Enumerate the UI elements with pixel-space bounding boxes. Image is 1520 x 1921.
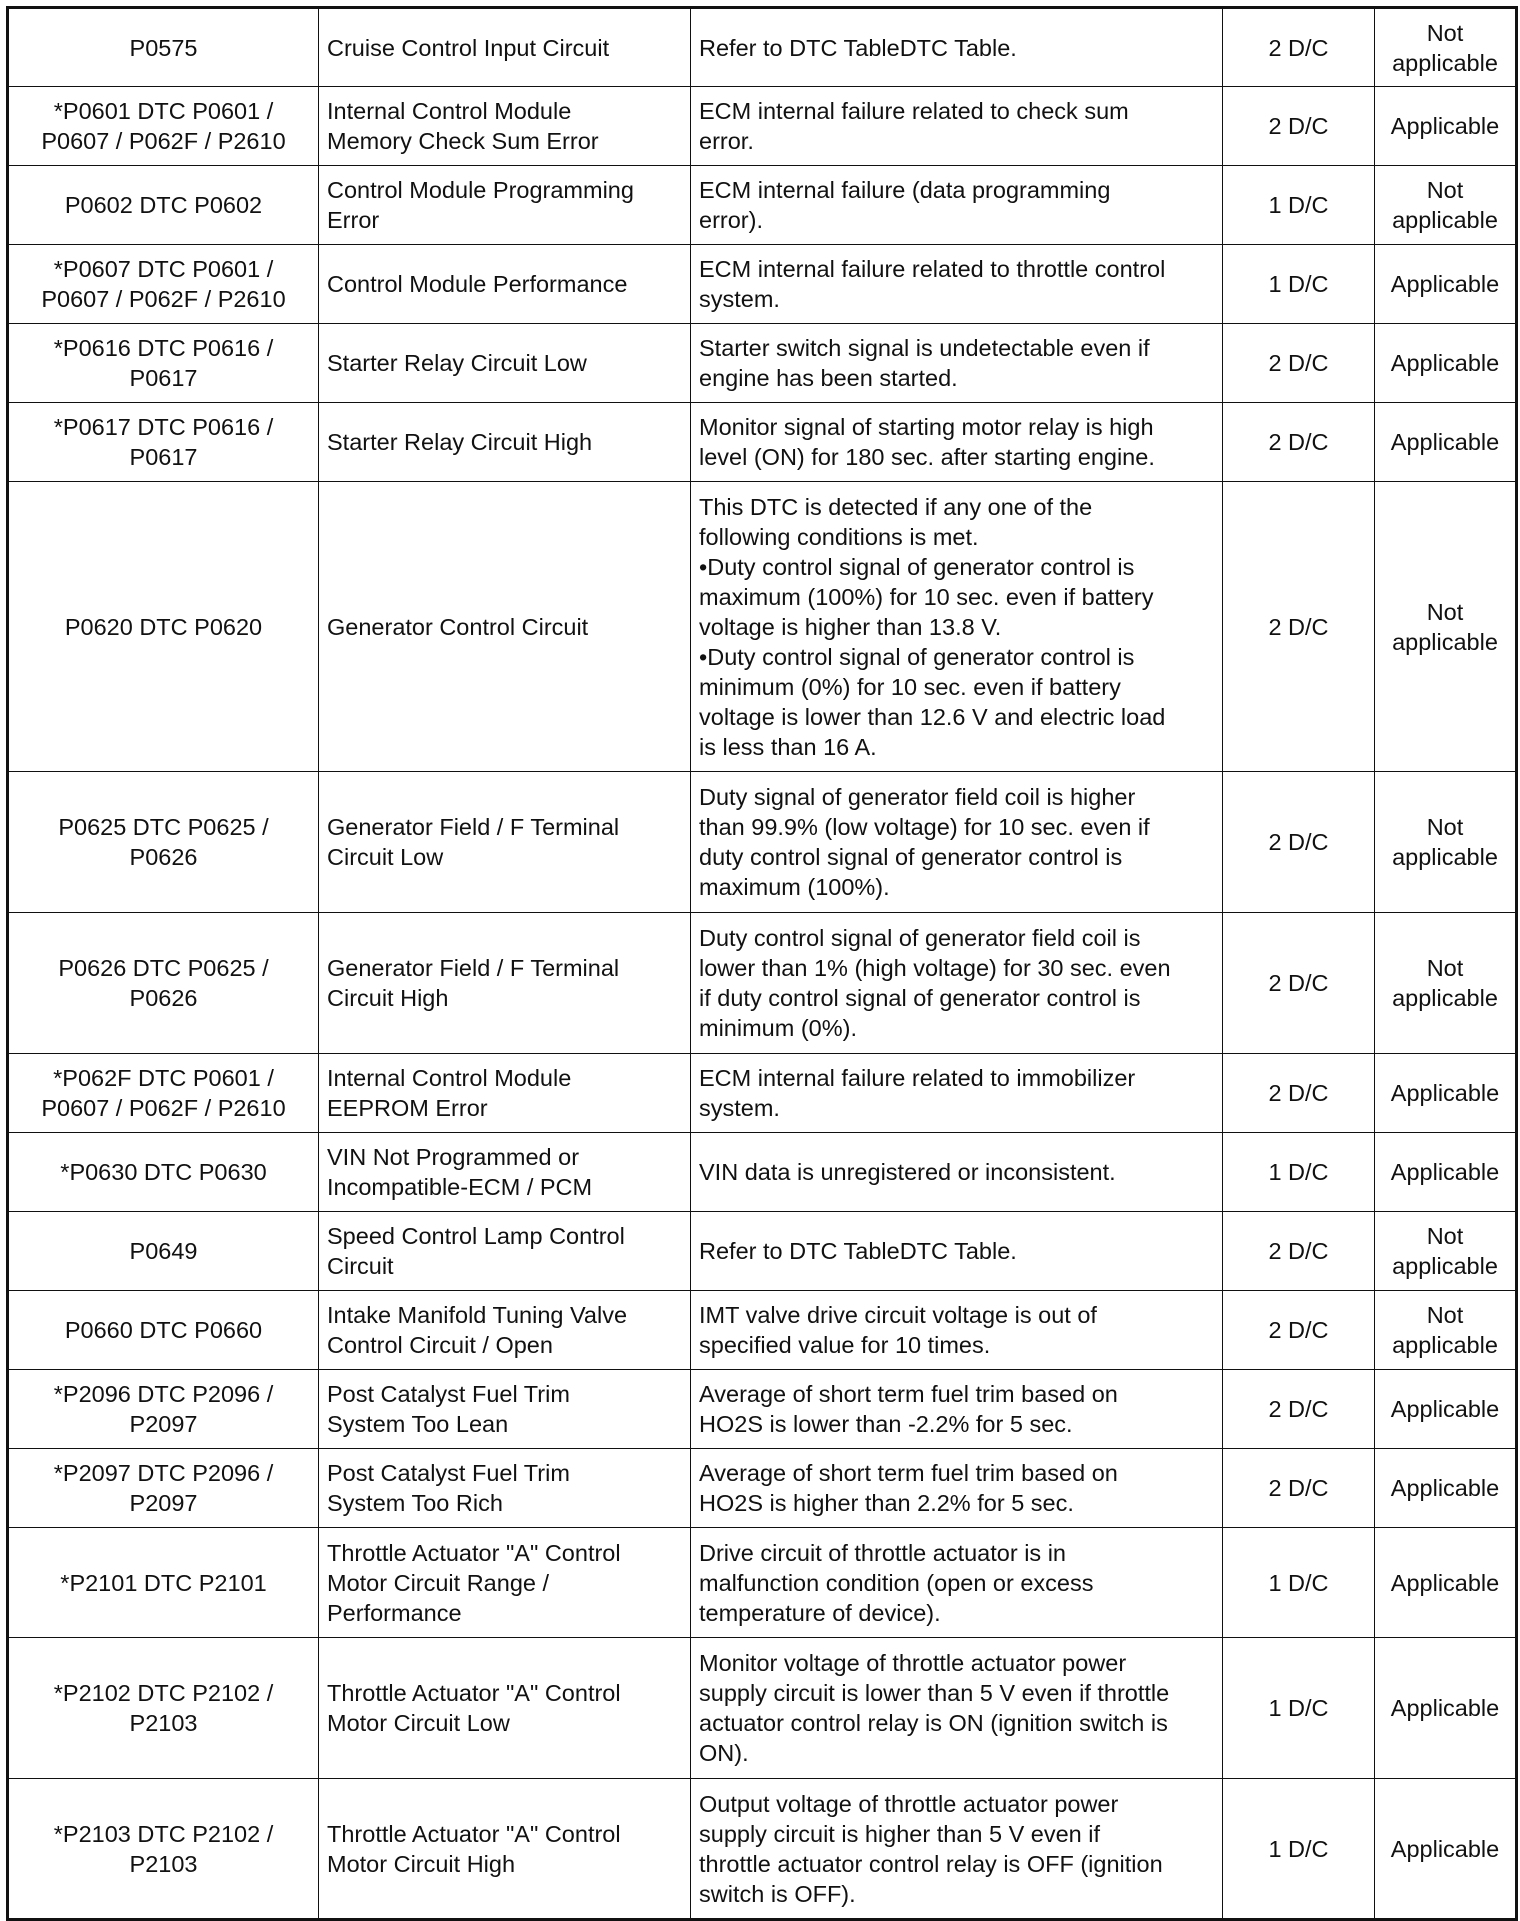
detect-logic-cell: 2 D/C [1223,482,1375,772]
detect-condition-cell: Average of short term fuel trim based on HO2S is higher than 2.2% for 5 sec. [691,1449,1223,1528]
dtc-name-cell: VIN Not Programmed or Incompatible-ECM / PCM [319,1133,691,1212]
mil-cell: Applicable [1375,324,1517,403]
table-row [8,913,1517,1054]
dtc-name-cell: Cruise Control Input Circuit [319,8,691,87]
detect-logic-cell: 2 D/C [1223,1212,1375,1291]
dtc-code-cell: *P0601 DTC P0601 / P0607 / P062F / P2610 [8,87,319,166]
detect-condition-cell: Starter switch signal is undetectable even if engine has been started. [691,324,1223,403]
table-row [8,8,1517,87]
dtc-name-cell: Generator Control Circuit [319,482,691,772]
dtc-name-cell: Internal Control Module Memory Check Sum Error [319,87,691,166]
detect-condition-cell: Refer to DTC TableDTC Table. [691,1212,1223,1291]
detect-condition-cell: Output voltage of throttle actuator power supply circuit is higher than 5 V even if throttle actuator control relay is OFF (ignition switch is OFF). [691,1779,1223,1920]
dtc-name-cell: Starter Relay Circuit Low [319,324,691,403]
detect-logic-cell: 1 D/C [1223,1133,1375,1212]
mil-cell: Not applicable [1375,482,1517,772]
dtc-code-cell: P0649 [8,1212,319,1291]
dtc-code-cell: P0602 DTC P0602 [8,166,319,245]
dtc-name-cell: Throttle Actuator "A" Control Motor Circuit Low [319,1638,691,1779]
detect-condition-cell: ECM internal failure related to immobilizer system. [691,1054,1223,1133]
dtc-name-cell: Post Catalyst Fuel Trim System Too Lean [319,1370,691,1449]
dtc-code-cell: *P0616 DTC P0616 / P0617 [8,324,319,403]
mil-cell: Applicable [1375,87,1517,166]
dtc-code-cell: *P0630 DTC P0630 [8,1133,319,1212]
dtc-name-cell: Post Catalyst Fuel Trim System Too Rich [319,1449,691,1528]
dtc-code-cell: *P2103 DTC P2102 / P2103 [8,1779,319,1920]
mil-cell: Applicable [1375,1054,1517,1133]
dtc-code-cell: P0660 DTC P0660 [8,1291,319,1370]
dtc-name-cell: Throttle Actuator "A" Control Motor Circuit Range / Performance [319,1528,691,1638]
detect-logic-cell: 2 D/C [1223,1291,1375,1370]
dtc-code-cell: P0620 DTC P0620 [8,482,319,772]
detect-logic-cell: 1 D/C [1223,245,1375,324]
detect-logic-cell: 2 D/C [1223,1449,1375,1528]
table-row [8,166,1517,245]
table-row [8,1212,1517,1291]
dtc-code-cell: *P0607 DTC P0601 / P0607 / P062F / P2610 [8,245,319,324]
dtc-code-cell: *P2097 DTC P2096 / P2097 [8,1449,319,1528]
dtc-code-cell: P0575 [8,8,319,87]
detect-condition-cell: Duty control signal of generator field coil is lower than 1% (high voltage) for 30 sec. even if duty control signal of generator control is minimum (0%). [691,913,1223,1054]
table-row [8,403,1517,482]
mil-cell: Not applicable [1375,913,1517,1054]
detect-logic-cell: 1 D/C [1223,1779,1375,1920]
mil-cell: Applicable [1375,1638,1517,1779]
mil-cell: Not applicable [1375,8,1517,87]
mil-cell: Applicable [1375,1133,1517,1212]
detect-logic-cell: 2 D/C [1223,87,1375,166]
dtc-name-cell: Internal Control Module EEPROM Error [319,1054,691,1133]
table-row [8,772,1517,913]
dtc-table-body [8,8,1517,1920]
table-row [8,1779,1517,1920]
detect-condition-cell: ECM internal failure related to check sum error. [691,87,1223,166]
mil-cell: Not applicable [1375,1212,1517,1291]
detect-condition-cell: Monitor voltage of throttle actuator power supply circuit is lower than 5 V even if throttle actuator control relay is ON (ignition switch is ON). [691,1638,1223,1779]
detect-condition-cell: Average of short term fuel trim based on HO2S is lower than -2.2% for 5 sec. [691,1370,1223,1449]
dtc-name-cell: Generator Field / F Terminal Circuit High [319,913,691,1054]
table-row [8,1370,1517,1449]
mil-cell: Applicable [1375,403,1517,482]
mil-cell: Applicable [1375,245,1517,324]
mil-cell: Applicable [1375,1370,1517,1449]
dtc-code-cell: *P2102 DTC P2102 / P2103 [8,1638,319,1779]
detect-logic-cell: 1 D/C [1223,1638,1375,1779]
detect-condition-cell: Duty signal of generator field coil is higher than 99.9% (low voltage) for 10 sec. even if duty control signal of generator control is maximum (100%). [691,772,1223,913]
detect-logic-cell: 1 D/C [1223,1528,1375,1638]
mil-cell: Applicable [1375,1449,1517,1528]
dtc-name-cell: Speed Control Lamp Control Circuit [319,1212,691,1291]
detect-logic-cell: 2 D/C [1223,913,1375,1054]
table-row [8,245,1517,324]
dtc-code-cell: *P062F DTC P0601 / P0607 / P062F / P2610 [8,1054,319,1133]
dtc-code-cell: *P0617 DTC P0616 / P0617 [8,403,319,482]
detect-condition-cell: VIN data is unregistered or inconsistent. [691,1133,1223,1212]
table-row [8,324,1517,403]
dtc-name-cell: Throttle Actuator "A" Control Motor Circuit High [319,1779,691,1920]
dtc-code-cell: P0626 DTC P0625 / P0626 [8,913,319,1054]
table-row [8,482,1517,772]
dtc-code-cell: *P2096 DTC P2096 / P2097 [8,1370,319,1449]
detect-logic-cell: 2 D/C [1223,1370,1375,1449]
detect-condition-cell: Drive circuit of throttle actuator is in malfunction condition (open or excess temperature of device). [691,1528,1223,1638]
mil-cell: Applicable [1375,1528,1517,1638]
mil-cell: Not applicable [1375,166,1517,245]
detect-condition-cell: Refer to DTC TableDTC Table. [691,8,1223,87]
detect-condition-cell: IMT valve drive circuit voltage is out of specified value for 10 times. [691,1291,1223,1370]
detect-logic-cell: 1 D/C [1223,166,1375,245]
detect-condition-cell: Monitor signal of starting motor relay is high level (ON) for 180 sec. after starting engine. [691,403,1223,482]
table-row [8,1449,1517,1528]
detect-logic-cell: 2 D/C [1223,1054,1375,1133]
table-row [8,1638,1517,1779]
dtc-table-page [6,6,1515,1921]
detect-condition-cell: ECM internal failure related to throttle control system. [691,245,1223,324]
dtc-name-cell: Generator Field / F Terminal Circuit Low [319,772,691,913]
detect-condition-cell: This DTC is detected if any one of the following conditions is met. •Duty control signal of generator control is maximum (100%) for 10 sec. even if battery voltage is higher than 13.8 V. •Duty control signal of generator control is minimum (0%) for 10 sec. even if battery voltage is lower than 12.6 V and electric load is less than 16 A. [691,482,1223,772]
detect-logic-cell: 2 D/C [1223,8,1375,87]
dtc-name-cell: Starter Relay Circuit High [319,403,691,482]
detect-logic-cell: 2 D/C [1223,324,1375,403]
table-row [8,1054,1517,1133]
mil-cell: Not applicable [1375,1291,1517,1370]
detect-logic-cell: 2 D/C [1223,772,1375,913]
mil-cell: Not applicable [1375,772,1517,913]
table-row [8,1133,1517,1212]
table-row [8,1528,1517,1638]
detect-logic-cell: 2 D/C [1223,403,1375,482]
table-row [8,1291,1517,1370]
dtc-table [6,6,1518,1921]
dtc-code-cell: P0625 DTC P0625 / P0626 [8,772,319,913]
table-row [8,87,1517,166]
dtc-name-cell: Control Module Programming Error [319,166,691,245]
dtc-name-cell: Intake Manifold Tuning Valve Control Circuit / Open [319,1291,691,1370]
mil-cell: Applicable [1375,1779,1517,1920]
dtc-name-cell: Control Module Performance [319,245,691,324]
dtc-code-cell: *P2101 DTC P2101 [8,1528,319,1638]
detect-condition-cell: ECM internal failure (data programming error). [691,166,1223,245]
